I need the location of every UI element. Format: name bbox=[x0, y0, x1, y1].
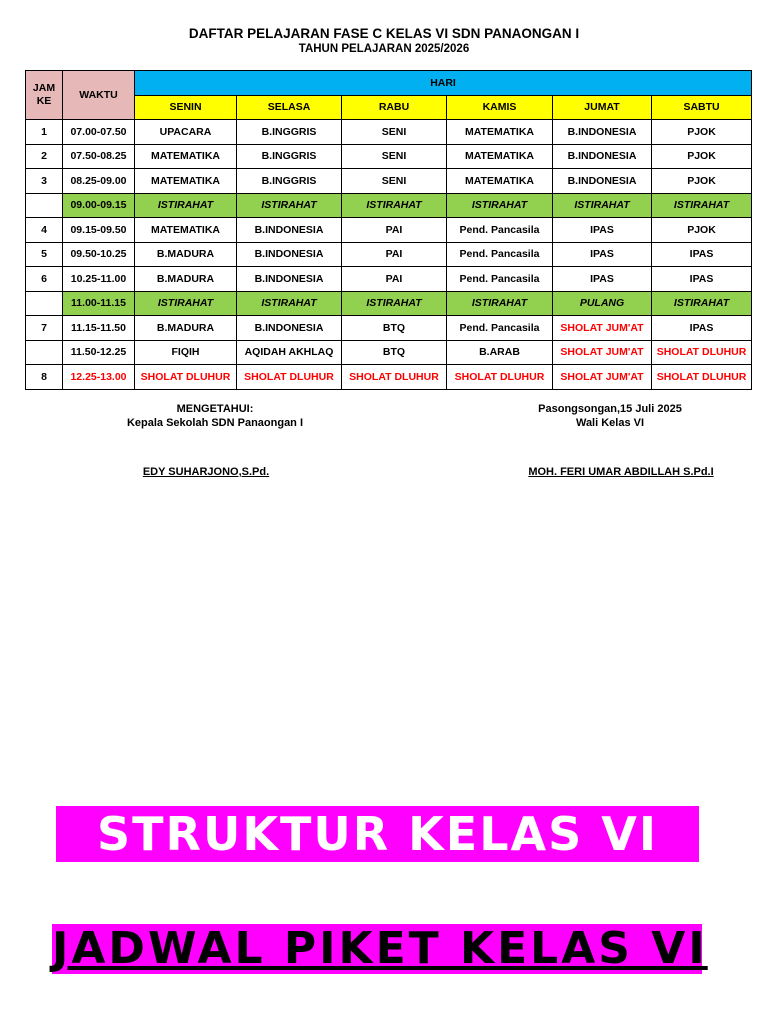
subject-cell: UPACARA bbox=[135, 120, 237, 145]
subject-cell: IPAS bbox=[652, 242, 752, 267]
jam-cell: 2 bbox=[26, 144, 63, 169]
waktu-cell: 08.25-09.00 bbox=[63, 169, 135, 194]
subject-cell: B.INGGRIS bbox=[237, 120, 342, 145]
subject-cell: PJOK bbox=[652, 169, 752, 194]
subject-cell: B.INDONESIA bbox=[237, 242, 342, 267]
subject-cell: PAI bbox=[342, 242, 447, 267]
signature-right-place-date: Pasongsongan,15 Juli 2025 bbox=[538, 403, 682, 415]
schedule-table bbox=[25, 70, 752, 390]
subject-cell: Pend. Pancasila bbox=[447, 218, 553, 243]
subject-cell: ISTIRAHAT bbox=[447, 193, 553, 218]
subject-cell: MATEMATIKA bbox=[135, 169, 237, 194]
table-row bbox=[26, 340, 752, 365]
subject-cell: ISTIRAHAT bbox=[237, 193, 342, 218]
subject-cell: BTQ bbox=[342, 340, 447, 365]
subject-cell: MATEMATIKA bbox=[447, 120, 553, 145]
jam-cell: 1 bbox=[26, 120, 63, 145]
subject-cell: SHOLAT JUM'AT bbox=[553, 340, 652, 365]
waktu-cell: 11.15-11.50 bbox=[63, 316, 135, 341]
subject-cell: ISTIRAHAT bbox=[553, 193, 652, 218]
subject-cell: MATEMATIKA bbox=[135, 144, 237, 169]
signature-left-label: MENGETAHUI: bbox=[176, 403, 254, 415]
jam-cell: 4 bbox=[26, 218, 63, 243]
page-subtitle: TAHUN PELAJARAN 2025/2026 bbox=[298, 43, 470, 55]
subject-cell: SENI bbox=[342, 120, 447, 145]
subject-cell: ISTIRAHAT bbox=[652, 291, 752, 316]
header-day: RABU bbox=[342, 95, 447, 120]
subject-cell: ISTIRAHAT bbox=[652, 193, 752, 218]
header-hari: HARI bbox=[135, 71, 752, 96]
subject-cell: IPAS bbox=[553, 218, 652, 243]
subject-cell: B.MADURA bbox=[135, 242, 237, 267]
jam-cell: 5 bbox=[26, 242, 63, 267]
subject-cell: SENI bbox=[342, 144, 447, 169]
table-row bbox=[26, 218, 752, 243]
jam-cell: 6 bbox=[26, 267, 63, 292]
jam-cell: 7 bbox=[26, 316, 63, 341]
header-jam: JAM KE bbox=[26, 71, 63, 120]
subject-cell: IPAS bbox=[553, 267, 652, 292]
header-day: JUMAT bbox=[553, 95, 652, 120]
signature-right-role: Wali Kelas VI bbox=[575, 417, 645, 429]
signature-right-name: MOH. FERI UMAR ABDILLAH S.Pd.I bbox=[528, 466, 714, 478]
break-row bbox=[26, 193, 752, 218]
table-row bbox=[26, 242, 752, 267]
subject-cell: ISTIRAHAT bbox=[342, 291, 447, 316]
subject-cell: Pend. Pancasila bbox=[447, 242, 553, 267]
header-day: SENIN bbox=[135, 95, 237, 120]
signature-left-role: Kepala Sekolah SDN Panaongan I bbox=[126, 417, 304, 429]
subject-cell: SENI bbox=[342, 169, 447, 194]
subject-cell: B.INDONESIA bbox=[553, 144, 652, 169]
subject-cell: MATEMATIKA bbox=[447, 169, 553, 194]
page-title: DAFTAR PELAJARAN FASE C KELAS VI SDN PANAONGAN I bbox=[188, 26, 580, 41]
subject-cell: SHOLAT JUM'AT bbox=[553, 365, 652, 390]
signature-left-name: EDY SUHARJONO,S.Pd. bbox=[142, 466, 270, 478]
subject-cell: SHOLAT DLUHUR bbox=[652, 365, 752, 390]
subject-cell: IPAS bbox=[652, 316, 752, 341]
subject-cell: B.INDONESIA bbox=[553, 169, 652, 194]
table-row bbox=[26, 316, 752, 341]
waktu-cell: 07.00-07.50 bbox=[63, 120, 135, 145]
table-row bbox=[26, 169, 752, 194]
subject-cell: ISTIRAHAT bbox=[135, 291, 237, 316]
waktu-cell: 09.50-10.25 bbox=[63, 242, 135, 267]
subject-cell: SHOLAT JUM'AT bbox=[553, 316, 652, 341]
subject-cell: B.INDONESIA bbox=[237, 316, 342, 341]
struktur-banner: STRUKTUR KELAS VI bbox=[56, 806, 699, 862]
subject-cell: PAI bbox=[342, 267, 447, 292]
break-row bbox=[26, 291, 752, 316]
subject-cell: B.INDONESIA bbox=[553, 120, 652, 145]
waktu-cell: 10.25-11.00 bbox=[63, 267, 135, 292]
subject-cell: PJOK bbox=[652, 120, 752, 145]
subject-cell: AQIDAH AKHLAQ bbox=[237, 340, 342, 365]
subject-cell: ISTIRAHAT bbox=[342, 193, 447, 218]
subject-cell: SHOLAT DLUHUR bbox=[237, 365, 342, 390]
subject-cell: B.MADURA bbox=[135, 267, 237, 292]
table-row bbox=[26, 365, 752, 390]
header-day: KAMIS bbox=[447, 95, 553, 120]
subject-cell: Pend. Pancasila bbox=[447, 267, 553, 292]
waktu-cell: 12.25-13.00 bbox=[63, 365, 135, 390]
subject-cell: Pend. Pancasila bbox=[447, 316, 553, 341]
header-day: SELASA bbox=[237, 95, 342, 120]
table-row bbox=[26, 267, 752, 292]
subject-cell: MATEMATIKA bbox=[447, 144, 553, 169]
subject-cell: B.ARAB bbox=[447, 340, 553, 365]
subject-cell: ISTIRAHAT bbox=[447, 291, 553, 316]
subject-cell: B.INDONESIA bbox=[237, 267, 342, 292]
waktu-cell: 07.50-08.25 bbox=[63, 144, 135, 169]
header-day: SABTU bbox=[652, 95, 752, 120]
table-row bbox=[26, 144, 752, 169]
subject-cell: IPAS bbox=[652, 267, 752, 292]
subject-cell: IPAS bbox=[553, 242, 652, 267]
jadwal-piket-banner: JADWAL PIKET KELAS VI bbox=[52, 923, 708, 974]
jam-cell bbox=[26, 340, 63, 365]
subject-cell: SHOLAT DLUHUR bbox=[342, 365, 447, 390]
subject-cell: B.INDONESIA bbox=[237, 218, 342, 243]
subject-cell: FIQIH bbox=[135, 340, 237, 365]
jam-cell: 3 bbox=[26, 169, 63, 194]
table-row bbox=[26, 120, 752, 145]
subject-cell: PAI bbox=[342, 218, 447, 243]
waktu-cell: 11.50-12.25 bbox=[63, 340, 135, 365]
subject-cell: BTQ bbox=[342, 316, 447, 341]
jam-cell bbox=[26, 193, 63, 218]
subject-cell: PULANG bbox=[553, 291, 652, 316]
subject-cell: SHOLAT DLUHUR bbox=[652, 340, 752, 365]
subject-cell: B.INGGRIS bbox=[237, 144, 342, 169]
header-waktu: WAKTU bbox=[63, 71, 135, 120]
subject-cell: PJOK bbox=[652, 144, 752, 169]
subject-cell: ISTIRAHAT bbox=[237, 291, 342, 316]
subject-cell: ISTIRAHAT bbox=[135, 193, 237, 218]
waktu-cell: 09.15-09.50 bbox=[63, 218, 135, 243]
subject-cell: B.INGGRIS bbox=[237, 169, 342, 194]
jam-cell bbox=[26, 291, 63, 316]
jam-cell: 8 bbox=[26, 365, 63, 390]
subject-cell: PJOK bbox=[652, 218, 752, 243]
subject-cell: MATEMATIKA bbox=[135, 218, 237, 243]
subject-cell: SHOLAT DLUHUR bbox=[135, 365, 237, 390]
waktu-cell: 11.00-11.15 bbox=[63, 291, 135, 316]
subject-cell: B.MADURA bbox=[135, 316, 237, 341]
subject-cell: SHOLAT DLUHUR bbox=[447, 365, 553, 390]
waktu-cell: 09.00-09.15 bbox=[63, 193, 135, 218]
